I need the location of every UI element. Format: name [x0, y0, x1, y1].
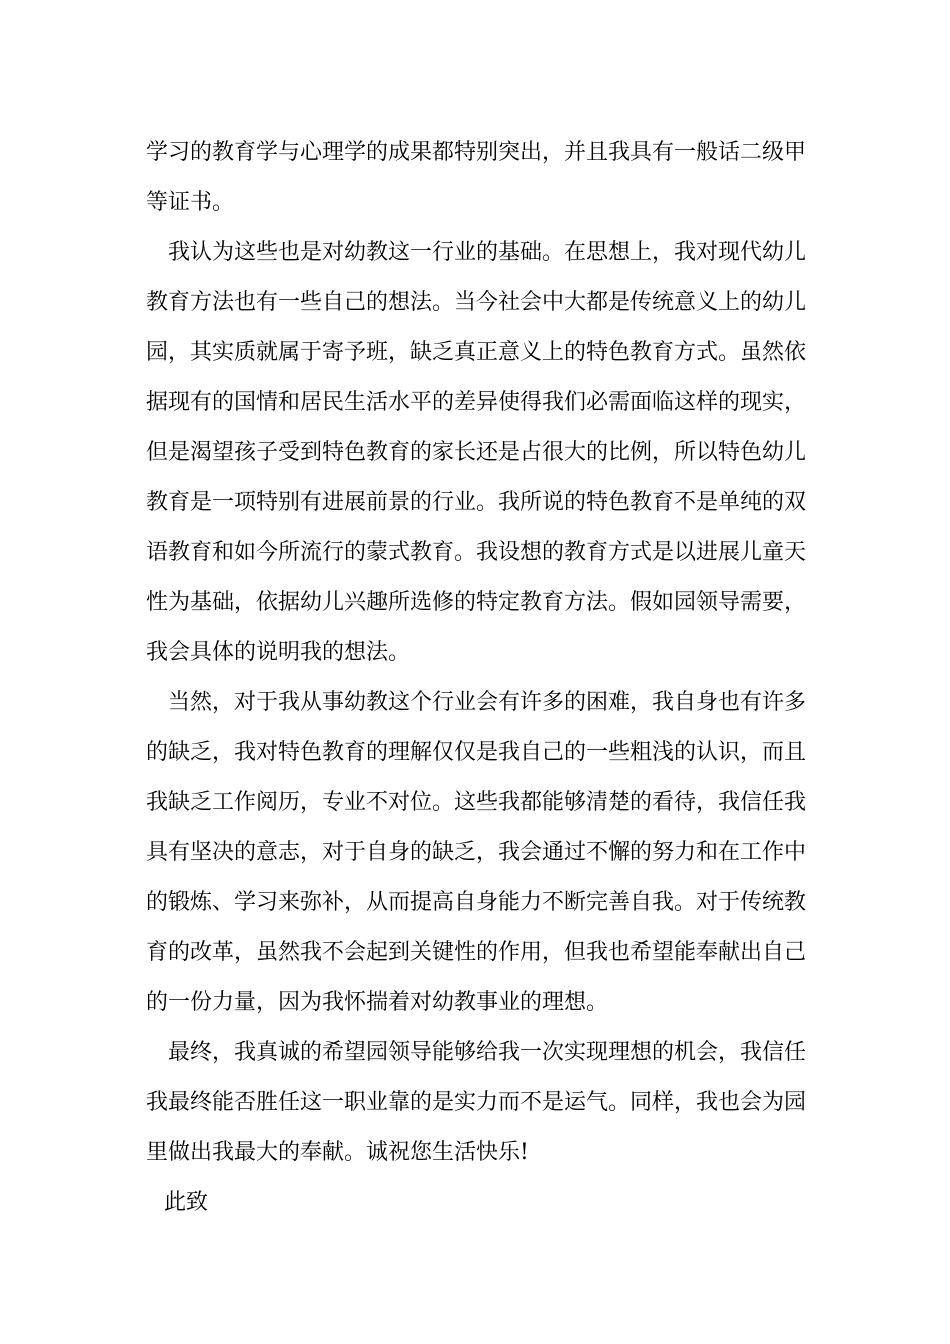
paragraph-thoughts: 我认为这些也是对幼教这一行业的基础。在思想上，我对现代幼儿教育方法也有一些自己的想法。当今社会中大都是传统意义上的幼儿园，其实质就属于寄予班，缺乏真正意义上的特色教育方式。虽然依据现有的国情和居民生活水平的差异使得我们必需面临这样的现实，但是渴望孩子受到特色教育的家长还是占很大的比例，所以特色幼儿教育是一项特别有进展前景的行业。我所说的特色教育不是单纯的双语教育和如今所流行的蒙式教育。我设想的教育方式是以进展儿童天性为基础，依据幼儿兴趣所选修的特定教育方法。假如园领导需要，我会具体的说明我的想法。 [146, 240, 807, 665]
closing-salutation: 此致 [164, 1190, 209, 1215]
paragraph-conclusion: 最终，我真诚的希望园领导能够给我一次实现理想的机会，我信任我最终能否胜任这一职业靠的是实力而不是运气。同样，我也会为园里做出我最大的奉献。诚祝您生活快乐! [146, 1040, 807, 1165]
paragraph-difficulties: 当然，对于我从事幼教这个行业会有许多的困难，我自身也有许多的缺乏，我对特色教育的理解仅仅是我自己的一些粗浅的认识，而且我缺乏工作阅历，专业不对位。这些我都能够清楚的看待，我信任我具有坚决的意志，对于自身的缺乏，我会通过不懈的努力和在工作中的锻炼、学习来弥补，从而提高自身能力不断完善自我。对于传统教育的改革，虽然我不会起到关键性的作用，但我也希望能奉献出自己的一份力量，因为我怀揣着对幼教事业的理想。 [146, 690, 807, 1015]
paragraph-continued: 学习的教育学与心理学的成果都特别突出，并且我具有一般话二级甲等证书。 [146, 140, 807, 215]
document-body [146, 128, 806, 1228]
